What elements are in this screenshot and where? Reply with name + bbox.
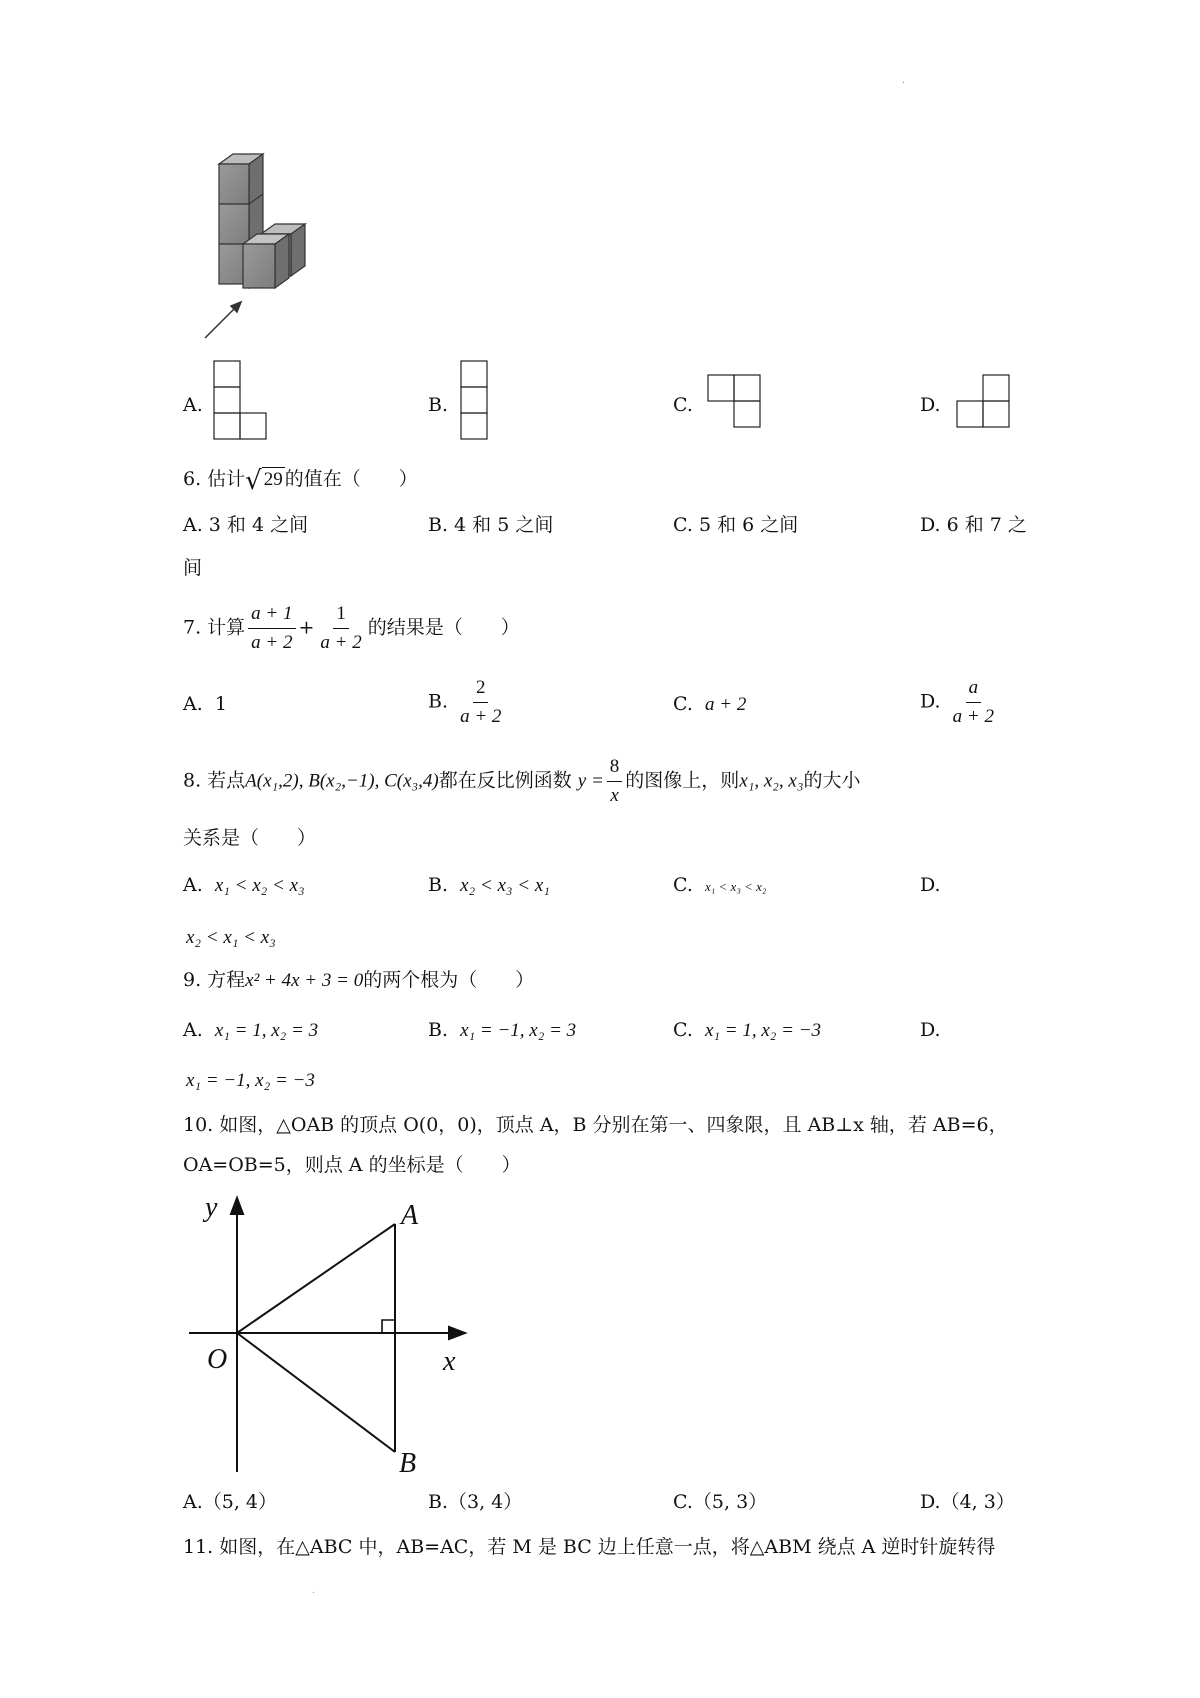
view-arrow-icon: [205, 302, 241, 338]
q9-option-d-label: D.: [920, 1019, 941, 1041]
q5-option-b-label: B.: [428, 394, 449, 416]
q7-option-c: C. a + 2: [673, 693, 747, 715]
q8-option-d-label: D.: [920, 874, 941, 896]
q10-stem-line1: 10. 如图，△OAB 的顶点 O(0，0)，顶点 A，B 分别在第一、四象限，且 AB⊥x 轴，若 AB=6，: [183, 1114, 1008, 1136]
point-b-label: B: [399, 1448, 417, 1479]
q10-coordinate-figure: [185, 1190, 475, 1480]
origin-label: O: [207, 1344, 228, 1375]
q10-option-b: B.（3, 4）: [428, 1491, 523, 1513]
page-mark: ·: [902, 78, 906, 89]
q7-option-a: A. 1: [183, 693, 227, 715]
q10-option-c: C.（5, 3）: [673, 1491, 768, 1513]
q11-stem-line1: 11. 如图，在△ABC 中，AB=AC，若 M 是 BC 边上任意一点，将△ABM 绕点 A 逆时针旋转得: [183, 1536, 996, 1558]
q5-option-c-shape: [707, 374, 767, 436]
x-axis-arrow-icon: [449, 1327, 465, 1339]
q8-option-b: B. x₂ < x₃ < x₁: [428, 874, 550, 896]
q5-option-a-shape: [213, 360, 273, 448]
q9-option-b: B. x₁ = −1, x₂ = 3: [428, 1019, 577, 1041]
q8-option-d-value: x₂ < x₁ < x₃: [186, 927, 276, 948]
q9-option-c: C. x₁ = 1, x₂ = −3: [673, 1019, 822, 1041]
y-axis-label: y: [205, 1192, 218, 1223]
q5-option-c-label: C.: [673, 394, 693, 416]
q6-stem: 6. 估计√ 29 的值在（ ）: [183, 466, 418, 496]
q10-option-a: A.（5, 4）: [183, 1491, 278, 1513]
point-a-label: A: [401, 1200, 419, 1231]
q6-radicand: 29: [263, 469, 283, 490]
q10-option-d: D.（4, 3）: [920, 1491, 1015, 1513]
q5-option-a-label: A.: [183, 394, 203, 416]
q6-option-c: C. 5 和 6 之间: [673, 514, 799, 536]
x-axis-label: x: [443, 1346, 456, 1377]
cube-front: [243, 234, 289, 288]
q9-option-a: A. x₁ = 1, x₂ = 3: [183, 1019, 319, 1041]
q5-option-d-label: D.: [920, 394, 941, 416]
q10-stem-line2: OA=OB=5，则点 A 的坐标是（ ）: [183, 1154, 521, 1176]
q7-option-b: B. $\frac{2}{a + 2}$: [428, 677, 502, 727]
q8-stem-line2: 关系是（ ）: [183, 827, 317, 849]
q9-stem: 9. 方程x² + 4x + 3 = 0的两个根为（ ）: [183, 969, 535, 991]
q7-stem: 7. 计算 $\frac{a + 1}{a + 2}$ + $\frac{1}{a + 2}$ 的结果是（ ）: [183, 603, 520, 653]
q6-option-a: A. 3 和 4 之间: [183, 514, 309, 536]
q6-option-d-wrap: 间: [183, 557, 203, 579]
right-angle-mark: [382, 1320, 395, 1333]
q6-option-d: D. 6 和 7 之: [920, 514, 1027, 536]
bottom-mark: ·: [312, 1588, 316, 1599]
segment-oa: [237, 1224, 395, 1333]
q8-stem: 8. 若点A(x₁,2), B(x₂,−1), C(x₃,4)都在反比例函数 y = $\frac{8}{x}$ 的图像上，则x₁, x₂, x₃的大小: [183, 756, 861, 806]
y-axis-arrow-icon: [231, 1198, 243, 1214]
segment-ob: [237, 1333, 395, 1452]
q5-option-d-shape: [956, 374, 1016, 436]
q8-option-c: C. x₁ < x₃ < x₂: [673, 874, 767, 896]
q9-option-d-value: x₁ = −1, x₂ = −3: [186, 1070, 315, 1091]
q5-option-b-shape: [460, 360, 492, 448]
q6-option-b: B. 4 和 5 之间: [428, 514, 554, 536]
q7-option-d: D. $\frac{a}{a + 2}$: [920, 677, 994, 727]
cube-stack-figure: [195, 150, 325, 350]
q8-option-a: A. x₁ < x₂ < x₃: [183, 874, 305, 896]
